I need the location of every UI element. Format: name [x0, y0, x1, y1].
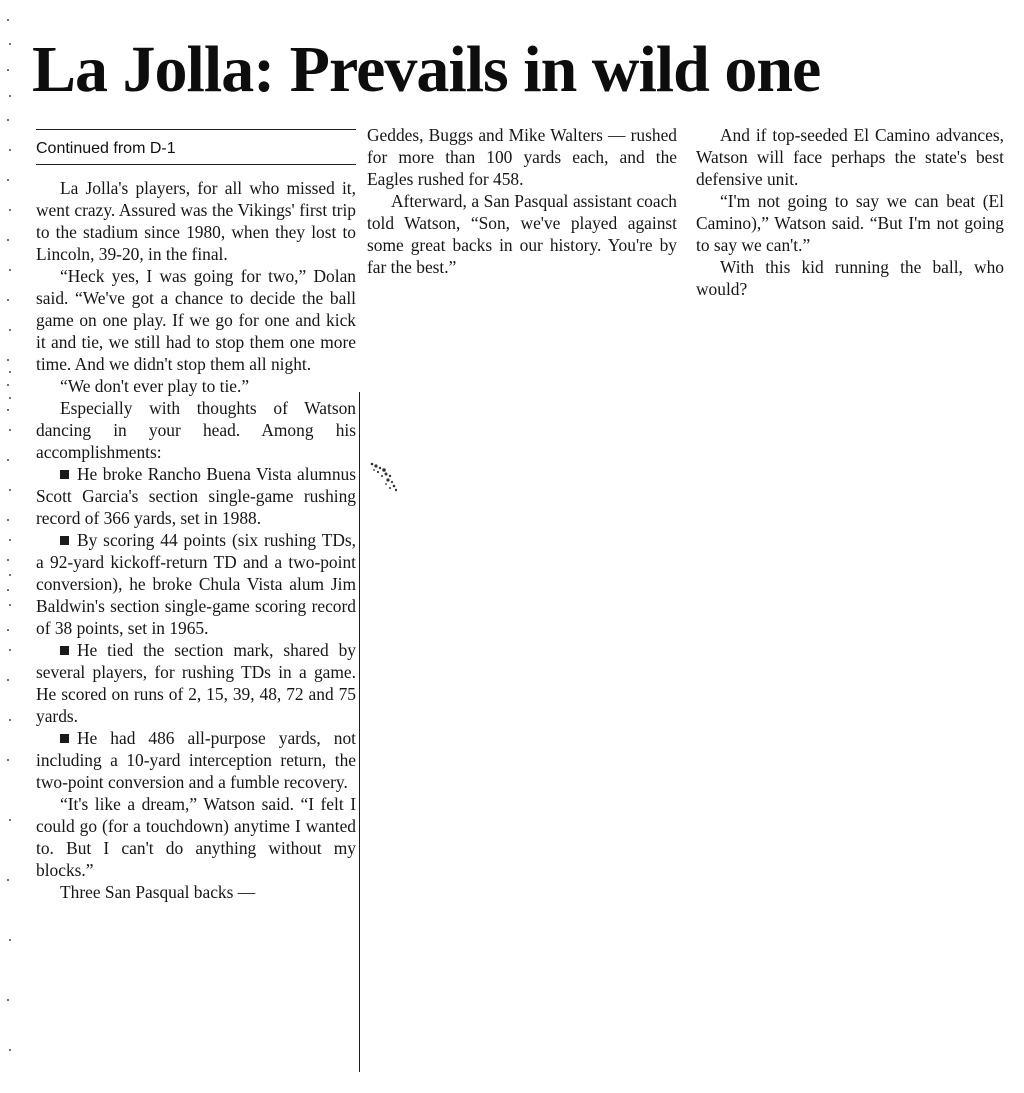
- bullet-item: [36, 463, 356, 529]
- paragraph: Geddes, Buggs and Mike Walters — rushed for more than 100 yards each, and the Eagles rushed for 458.: [367, 125, 677, 189]
- bullet-item: [36, 529, 356, 639]
- bullet-text: By scoring 44 points (six rushing TDs, a 92-yard kickoff-return TD and a two-point conversion), he broke Chula Vista alum Jim Baldwin's section single-game scoring record of 38 points, set in 1965.: [36, 530, 356, 638]
- paragraph: With this kid running the ball, who would?: [696, 257, 1004, 299]
- divider-rule: [36, 164, 356, 165]
- headline: La Jolla: Prevails in wild one: [32, 33, 821, 106]
- bullet-square-icon: [60, 646, 69, 655]
- bullet-square-icon: [60, 470, 69, 479]
- paragraph: Especially with thoughts of Watson dancing in your head. Among his accomplishments:: [36, 398, 356, 462]
- paragraph: And if top-seeded El Camino advances, Watson will face perhaps the state's best defensive unit.: [696, 125, 1004, 189]
- article-column-2: [367, 124, 677, 278]
- column-divider: [359, 392, 360, 1072]
- paragraph: Afterward, a San Pasqual assistant coach told Watson, “Son, we've played against some great backs in our history. You're by far the best.”: [367, 191, 677, 277]
- paragraph: La Jolla's players, for all who missed it, went crazy. Assured was the Vikings' first trip to the stadium since 1980, when they lost to Lincoln, 39-20, in the final.: [36, 178, 356, 264]
- bullet-square-icon: [60, 536, 69, 545]
- bullet-item: [36, 727, 356, 793]
- paragraph: “Heck yes, I was going for two,” Dolan said. “We've got a chance to decide the ball game on one play. If we go for one and kick it and tie, we still had to stop them one more time. And we didn't stop them all night.: [36, 266, 356, 374]
- bullet-square-icon: [60, 734, 69, 743]
- paragraph: “We don't ever play to tie.”: [60, 376, 250, 396]
- bullet-text: He had 486 all-purpose yards, not including a 10-yard interception return, the two-point conversion and a fumble recovery.: [36, 728, 356, 792]
- bullet-text: He broke Rancho Buena Vista alumnus Scott Garcia's section single-game rushing record of 366 yards, set in 1988.: [36, 464, 356, 528]
- bullet-text: He tied the section mark, shared by several players, for rushing TDs in a game. He scored on runs of 2, 15, 39, 48, 72 and 75 yards.: [36, 640, 356, 726]
- scan-smudge: [366, 458, 402, 496]
- article-column-3: [696, 124, 1004, 300]
- paragraph: “It's like a dream,” Watson said. “I felt I could go (for a touchdown) anytime I wanted to. But I can't do anything without my blocks.”: [36, 794, 356, 880]
- paragraph: “I'm not going to say we can beat (El Camino),” Watson said. “But I'm not going to say we can't.”: [696, 191, 1004, 255]
- continued-label: Continued from D-1: [36, 140, 176, 157]
- article-column-1: [36, 124, 356, 903]
- paragraph: Three San Pasqual backs —: [60, 882, 256, 902]
- bullet-item: [36, 639, 356, 727]
- scan-edge-dots: [2, 0, 22, 1093]
